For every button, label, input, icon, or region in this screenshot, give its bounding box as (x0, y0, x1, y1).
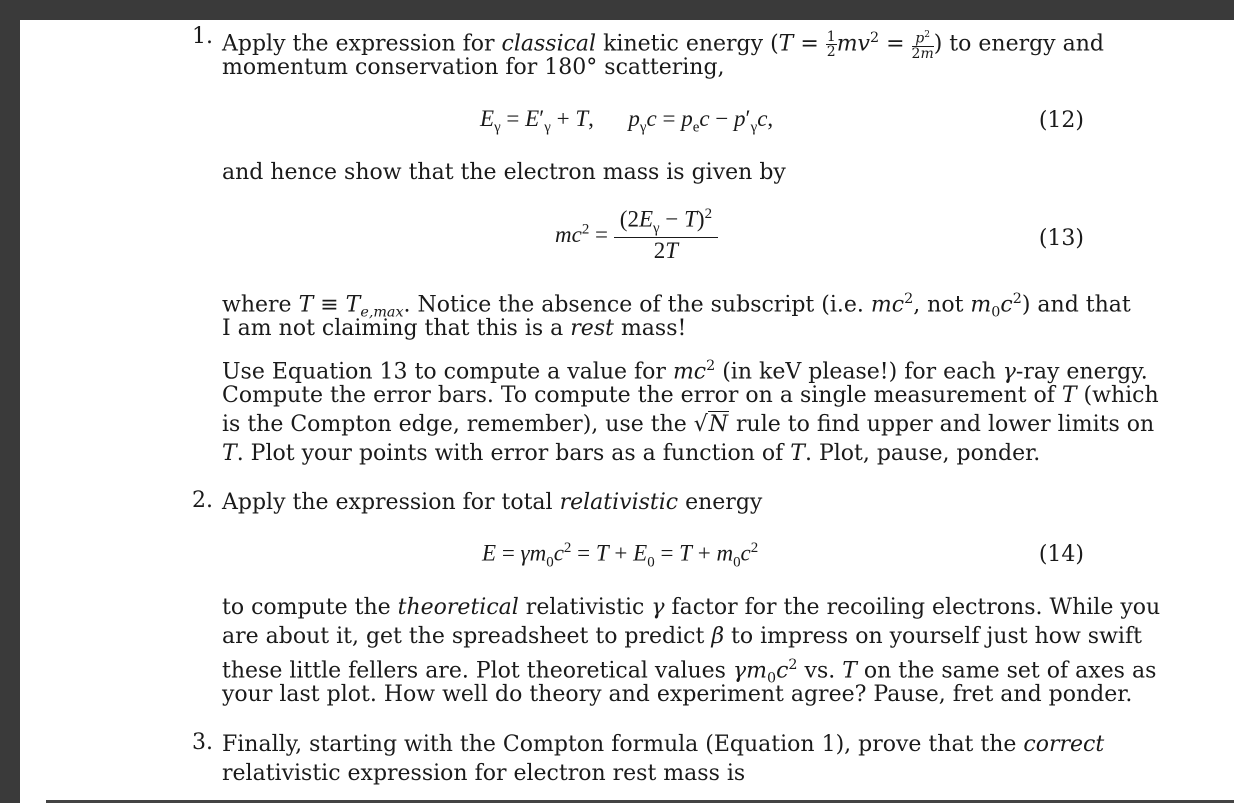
item-1-compton-line: is the Compton edge, remember), use the √N rule to find upper and lower limits on (222, 412, 1155, 437)
item-1-line-1: Apply the expression for classical kinetic energy (T = $\frac{1}{2}mv^2$ = $\frac{p^2}{2m}$) to energy and (222, 28, 1104, 62)
item-1-errbars-line: Compute the error bars. To compute the error on a single measurement of T (which (222, 383, 1159, 408)
equation-14: $E = \gamma m_0c^2 = T + E_0 = T + m_0c^2$ (482, 540, 759, 571)
equation-14-label: (14) (1038, 542, 1084, 567)
item-3-line-2: relativistic expression for electron rest mass is (222, 761, 746, 786)
item-3-line-1: Finally, starting with the Compton formula (Equation 1), prove that the correct (222, 732, 1105, 757)
item-2-para-line-2: are about it, get the spreadsheet to predict β to impress on yourself just how swift (222, 624, 1142, 649)
item-1-line-2: momentum conservation for 180° scattering, (222, 55, 725, 80)
viewer-top-bar (0, 0, 1234, 20)
item-2-line-1: Apply the expression for total relativistic energy (222, 490, 763, 515)
item-2-para-line-4: your last plot. How well do theory and experiment agree? Pause, fret and ponder. (222, 682, 1133, 707)
item-2-para-line-3: these little fellers are. Plot theoretical values $\gamma m_0c^2$ vs. T on the same set of axes as (222, 657, 1157, 687)
item-1-number: 1. (192, 24, 213, 49)
equation-12-label: (12) (1038, 108, 1084, 133)
equation-13: $mc^2$ = $\frac{(2E_\gamma - T)^2}{2T}$ (555, 206, 718, 264)
item-1-plot-line: T. Plot your points with error bars as a function of T. Plot, pause, ponder. (222, 441, 1041, 466)
item-2-para-line-1: to compute the theoretical relativistic γ factor for the recoiling electrons. While you (222, 595, 1161, 620)
item-3-number: 3. (192, 730, 213, 755)
item-1-use-line: Use Equation 13 to compute a value for $mc^2$ (in keV please!) for each γ-ray energy. (222, 358, 1148, 385)
item-1-after-eq12: and hence show that the electron mass is given by (222, 160, 786, 185)
item-2-number: 2. (192, 488, 213, 513)
item-1-where-line: where $T \equiv T_{e,max}$. Notice the absence of the subscript (i.e. $mc^2$, not $m_0c^2$) and that (222, 291, 1131, 321)
equation-12: $E_\gamma = E'_\gamma + T$, $p_\gamma c = p_ec - p'_\gamma c$, (480, 106, 774, 136)
equation-13-label: (13) (1038, 226, 1084, 251)
item-1-claim-line: I am not claiming that this is a rest mass! (222, 316, 687, 341)
viewer-left-bar (0, 20, 20, 803)
